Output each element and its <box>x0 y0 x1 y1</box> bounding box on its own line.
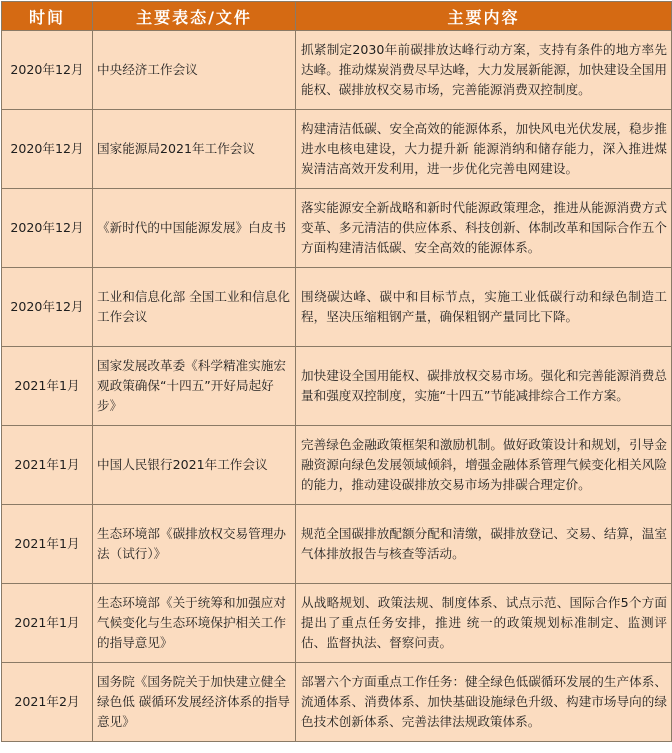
row-content: 从战略规划、政策法规、制度体系、试点示范、国际合作5个方面提出了重点任务安排，推进 统一的政策规划标准制定、监测评估、监督执法、督察问责。 <box>296 584 672 663</box>
table-row <box>2 505 672 584</box>
row-document: 中国人民银行2021年工作会议 <box>93 426 296 505</box>
table-row <box>2 110 672 189</box>
row-date: 2021年1月 <box>2 505 93 584</box>
row-content: 完善绿色金融政策框架和激励机制。做好政策设计和规划，引导金融资源向绿色发展领域倾斜，增强金融体系管理气候变化相关风险的能力，推动建设碳排放交易市场为排碳合理定价。 <box>296 426 672 505</box>
table-row <box>2 584 672 663</box>
row-content: 落实能源安全新战略和新时代能源政策理念，推进从能源消费方式变革、多元清洁的供应体系、科技创新、体制改革和国际合作五个方面构建清洁低碳、安全高效的能源体系。 <box>296 189 672 268</box>
row-document: 工业和信息化部 全国工业和信息化工作会议 <box>93 268 296 347</box>
row-date: 2020年12月 <box>2 110 93 189</box>
row-content: 抓紧制定2030年前碳排放达峰行动方案，支持有条件的地方率先达峰。推动煤炭消费尽早达峰，大力发展新能源，加快建设全国用能权、碳排放权交易市场，完善能源消费双控制度。 <box>296 31 672 110</box>
table-row <box>2 268 672 347</box>
row-date: 2020年12月 <box>2 189 93 268</box>
header-time: 时间 <box>2 2 93 31</box>
row-document: 国家能源局2021年工作会议 <box>93 110 296 189</box>
row-date: 2021年1月 <box>2 584 93 663</box>
row-date: 2021年2月 <box>2 663 93 742</box>
row-content: 构建清洁低碳、安全高效的能源体系，加快风电光伏发展，稳步推进水电核电建设，大力提升新 能源消纳和储存能力，深入推进煤炭清洁高效开发利用，进一步优化完善电网建设。 <box>296 110 672 189</box>
row-document: 中央经济工作会议 <box>93 31 296 110</box>
row-document: 生态环境部《关于统筹和加强应对 气候变化与生态环境保护相关工作 的指导意见》 <box>93 584 296 663</box>
table-row <box>2 189 672 268</box>
table-row <box>2 663 672 742</box>
row-content: 部署六个方面重点工作任务：健全绿色低碳循环发展的生产体系、流通体系、消费体系、加快基础设施绿色升级、构建市场导向的绿色技术创新体系、完善法律法规政策体系。 <box>296 663 672 742</box>
row-date: 2021年1月 <box>2 347 93 426</box>
row-document: 生态环境部《碳排放权交易管理办法（试行）》 <box>93 505 296 584</box>
row-document: 国家发展改革委《科学精准实施宏观政策确保“十四五”开好局起好步》 <box>93 347 296 426</box>
row-content: 加快建设全国用能权、碳排放权交易市场。强化和完善能源消费总量和强度双控制度，实施“十四五”节能减排综合工作方案。 <box>296 347 672 426</box>
row-date: 2021年1月 <box>2 426 93 505</box>
row-document: 国务院《国务院关于加快建立健全绿色低 碳循环发展经济体系的指导意见》 <box>93 663 296 742</box>
table-row <box>2 31 672 110</box>
table-row <box>2 426 672 505</box>
row-content: 围绕碳达峰、碳中和目标节点，实施工业低碳行动和绿色制造工程，坚决压缩粗钢产量，确保粗钢产量同比下降。 <box>296 268 672 347</box>
header-content: 主要内容 <box>296 2 672 31</box>
row-document: 《新时代的中国能源发展》白皮书 <box>93 189 296 268</box>
header-document: 主要表态/文件 <box>93 2 296 31</box>
table-row <box>2 347 672 426</box>
row-content: 规范全国碳排放配额分配和清缴，碳排放登记、交易、结算，温室气体排放报告与核查等活动。 <box>296 505 672 584</box>
row-date: 2020年12月 <box>2 268 93 347</box>
policy-table <box>1 1 672 742</box>
table-header-row <box>2 2 672 31</box>
row-date: 2020年12月 <box>2 31 93 110</box>
